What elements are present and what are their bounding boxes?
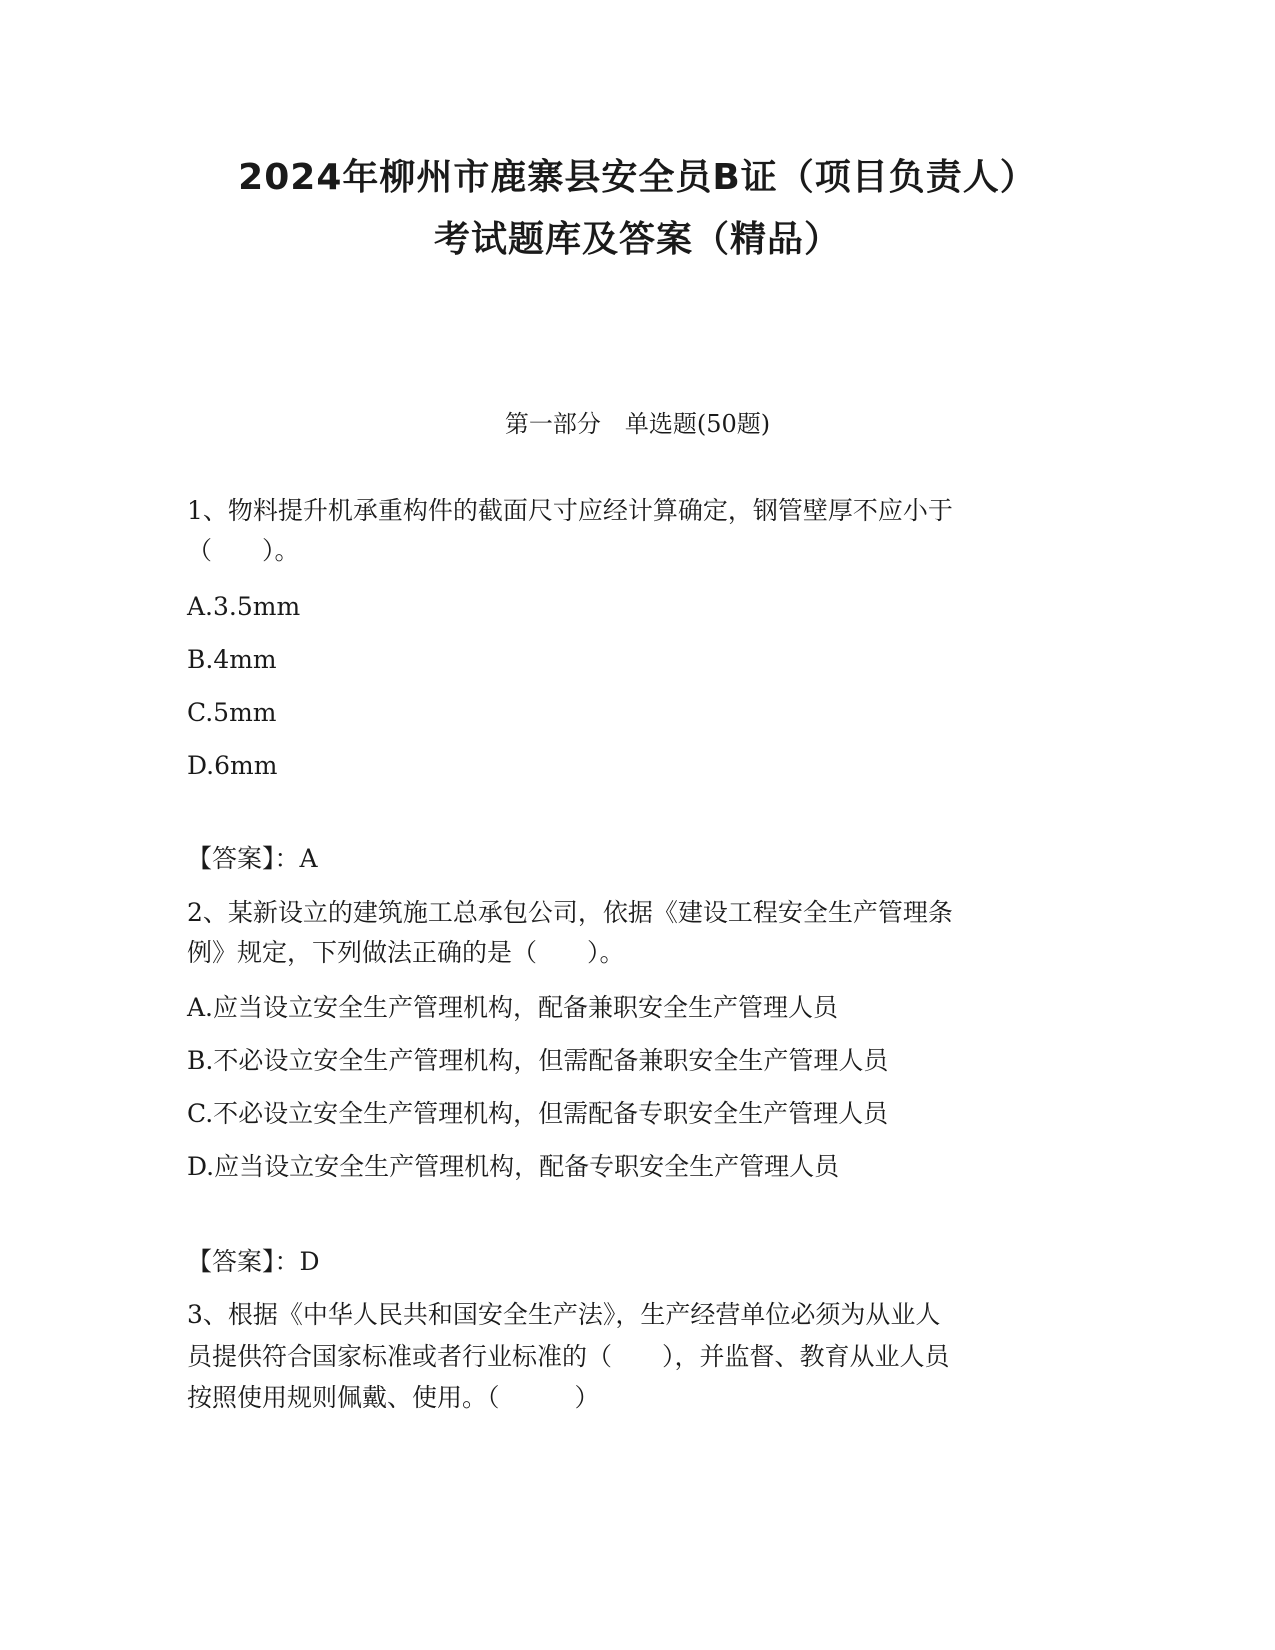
document-title-line-2: 考试题库及答案（精品）	[433, 219, 841, 260]
question-1-option-d: D.6mm	[187, 751, 278, 780]
question-1-option-a: A.3.5mm	[187, 592, 301, 621]
section-heading: 第一部分 单选题(50题)	[504, 410, 771, 438]
document-title-line-1: 2024年柳州市鹿寨县安全员B证（项目负责人）	[238, 157, 1037, 198]
question-1-option-b: B.4mm	[187, 645, 277, 674]
question-2-option-a: A.应当设立安全生产管理机构，配备兼职安全生产管理人员	[187, 993, 839, 1022]
question-2-answer: 【答案】：D	[187, 1247, 320, 1276]
question-3-text-line-1: 3、根据《中华人民共和国安全生产法》，生产经营单位必须为从业人	[187, 1300, 941, 1329]
question-3-text-line-2: 员提供符合国家标准或者行业标准的（ ），并监督、教育从业人员	[187, 1342, 950, 1371]
question-1-text-line-2: （ ）。	[187, 536, 300, 565]
question-2-option-c: C.不必设立安全生产管理机构，但需配备专职安全生产管理人员	[187, 1099, 889, 1128]
question-2-text-line-2: 例》规定，下列做法正确的是（ ）。	[187, 938, 625, 967]
question-2-text-line-1: 2、某新设立的建筑施工总承包公司，依据《建设工程安全生产管理条	[187, 898, 953, 927]
question-1-option-c: C.5mm	[187, 698, 277, 727]
question-1-answer: 【答案】：A	[187, 844, 318, 873]
question-2-option-d: D.应当设立安全生产管理机构，配备专职安全生产管理人员	[187, 1152, 840, 1181]
question-3-text-line-3: 按照使用规则佩戴、使用。（ ）	[187, 1383, 600, 1412]
question-1-text-line-1: 1、物料提升机承重构件的截面尺寸应经计算确定，钢管壁厚不应小于	[187, 496, 953, 525]
question-2-option-b: B.不必设立安全生产管理机构，但需配备兼职安全生产管理人员	[187, 1046, 889, 1075]
